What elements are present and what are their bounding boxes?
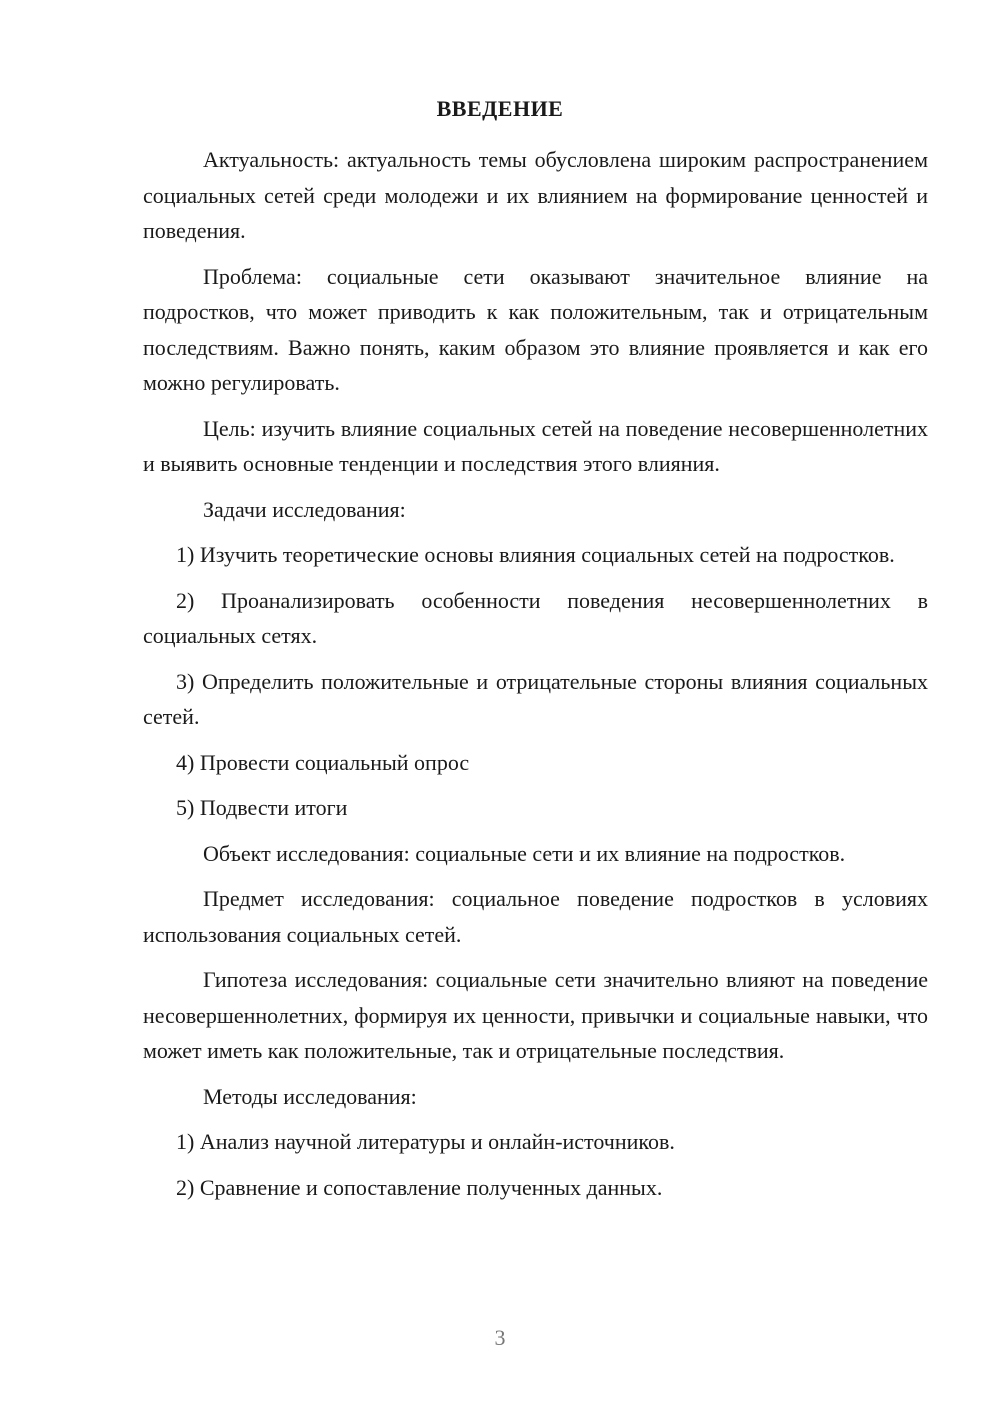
subject-paragraph: Предмет исследования: социальное поведение подростков в условиях использования социальных сетей. (143, 886, 928, 947)
page-number: 3 (494, 1325, 506, 1350)
method-item-2: 2) Сравнение и сопоставление полученных данных. (176, 1174, 663, 1200)
object-paragraph: Объект исследования: социальные сети и их влияние на подростков. (203, 840, 846, 866)
hypothesis-paragraph: Гипотеза исследования: социальные сети значительно влияют на поведение несовершеннолетних, формируя их ценности, привычки и социальные навыки, что может иметь как положительные, так и отрицательные последствия. (143, 967, 928, 1063)
task-item-5: 5) Подвести итоги (176, 795, 348, 820)
problem-paragraph: Проблема: социальные сети оказывают значительное влияние на подростков, что может приводить к как положительным, так и отрицательным последствиям. Важно понять, каким образом это влияние проявляется и как его можно регулировать. (143, 263, 928, 395)
goal-paragraph: Цель: изучить влияние социальных сетей на поведение несовершеннолетних и выявить основные тенденции и последствия этого влияния. (143, 415, 928, 476)
task-item-4: 4) Провести социальный опрос (176, 749, 470, 775)
task-item-3: 3) Определить положительные и отрицательные стороны влияния социальных сетей. (143, 668, 928, 729)
methods-heading: Методы исследования: (203, 1083, 417, 1109)
relevance-paragraph: Актуальность: актуальность темы обусловлена широким распространением социальных сетей среди молодежи и их влиянием на формирование ценностей и поведения. (143, 147, 928, 243)
document-body (143, 142, 928, 1205)
task-item-1: 1) Изучить теоретические основы влияния социальных сетей на подростков. (176, 542, 895, 567)
section-title: ВВЕДЕНИЕ (436, 96, 564, 121)
tasks-heading: Задачи исследования: (203, 496, 406, 522)
task-item-2: 2) Проанализировать особенности поведения несовершеннолетних в социальных сетях. (143, 587, 928, 648)
method-item-1: 1) Анализ научной литературы и онлайн-источников. (176, 1129, 675, 1154)
